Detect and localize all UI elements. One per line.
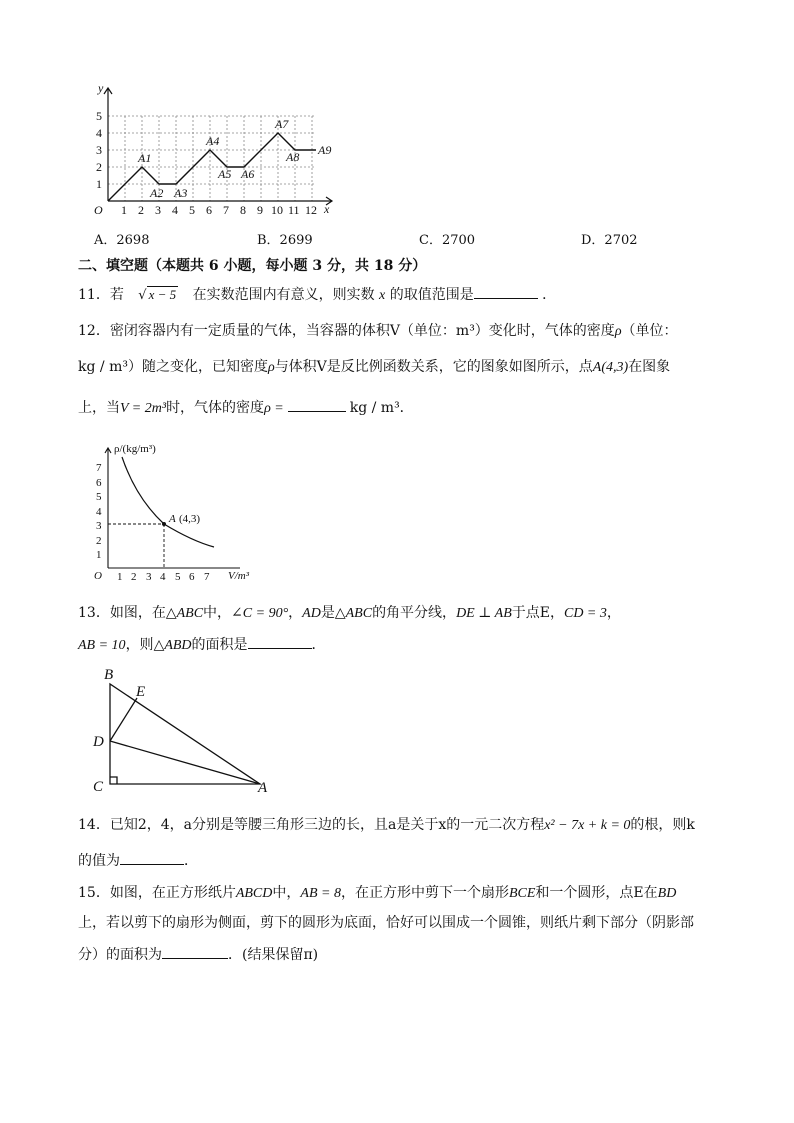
x-tick: 6 <box>189 571 195 583</box>
question-14-line-2: 的值为 ． <box>78 850 198 871</box>
x-tick: 1 <box>121 203 127 217</box>
option-d: D．2702 <box>581 233 638 248</box>
x-tick: 4 <box>172 203 178 217</box>
question-12-line-3: 上，当V = 2m³时，气体的密度ρ = kg / m³． <box>78 397 414 419</box>
point-label: A6 <box>241 167 255 181</box>
point-label: A8 <box>286 150 300 164</box>
y-tick: 3 <box>96 520 102 532</box>
answer-blank[interactable] <box>162 944 228 959</box>
vertex-label: C <box>93 779 104 795</box>
y-tick: 2 <box>96 535 102 547</box>
path-graph-figure <box>88 80 348 220</box>
point-label: A <box>169 513 176 525</box>
triangle-figure <box>90 664 280 799</box>
x-tick: 4 <box>160 571 166 583</box>
option-c: C．2700 <box>419 233 476 248</box>
answer-blank[interactable] <box>248 634 312 649</box>
point-label: A7 <box>275 117 289 131</box>
question-15-line-2: 上，若以剪下的扇形为侧面，剪下的圆形为底面，恰好可以围成一个圆锥，则纸片剩下部分（阴影部 <box>78 915 694 931</box>
point-label: A9 <box>318 143 332 157</box>
x-tick: 11 <box>288 203 300 217</box>
y-tick: 2 <box>96 160 102 174</box>
y-tick: 5 <box>96 109 102 123</box>
answer-blank[interactable] <box>120 850 184 865</box>
inverse-curve <box>122 457 214 547</box>
x-tick: 2 <box>138 203 144 217</box>
x-axis-label: V/m³ <box>228 570 250 582</box>
q11-radical: √ x − 5 <box>138 287 177 303</box>
x-tick: 12 <box>305 203 317 217</box>
x-tick: 5 <box>189 203 195 217</box>
x-tick: 8 <box>240 203 246 217</box>
y-tick: 1 <box>96 549 102 561</box>
option-a: A．2698 <box>94 233 150 248</box>
point-coordinate: (4,3) <box>179 513 201 525</box>
y-axis-label: y <box>98 81 104 95</box>
y-tick: 1 <box>96 177 102 191</box>
question-11: 11．若 √ x − 5 在实数范围内有意义，则实数 x 的取值范围是 ． <box>78 284 556 306</box>
question-15-line-3: 分）的面积为 ．(结果保留π) <box>78 944 318 965</box>
vertex-label: A <box>258 780 268 796</box>
x-tick: 3 <box>155 203 161 217</box>
x-tick: 1 <box>117 571 123 583</box>
x-tick: 3 <box>146 571 152 583</box>
question-12-line-1: 12．密闭容器内有一定质量的气体，当容器的体积V（单位：m³）变化时，气体的密度ρ（单位： <box>78 323 678 339</box>
y-tick: 6 <box>96 477 102 489</box>
vertex-label: D <box>93 734 104 750</box>
answer-blank[interactable] <box>288 397 346 412</box>
x-tick: 7 <box>223 203 229 217</box>
x-tick: 5 <box>175 571 181 583</box>
question-12-line-2: kg / m³）随之变化，已知密度ρ与体积V是反比例函数关系，它的图象如图所示，点A(4,3)在图象 <box>78 359 671 375</box>
y-tick: 4 <box>96 506 102 518</box>
q11-number: 11．若 <box>78 287 124 303</box>
x-tick: 2 <box>131 571 137 583</box>
y-tick: 3 <box>96 143 102 157</box>
point-label: A4 <box>206 134 220 148</box>
vertex-label: E <box>136 684 146 700</box>
y-axis-label: ρ/(kg/m³) <box>114 443 156 455</box>
point-label: A1 <box>138 151 152 165</box>
y-tick: 5 <box>96 491 102 503</box>
option-b: B．2699 <box>257 233 313 248</box>
point-a <box>162 522 166 526</box>
x-tick: 6 <box>206 203 212 217</box>
y-tick: 4 <box>96 126 102 140</box>
x-axis-label: x <box>324 202 330 216</box>
question-15-line-1: 15．如图，在正方形纸片ABCD中，AB = 8，在正方形中剪下一个扇形BCE和一个圆形，点E在BD <box>78 885 677 901</box>
x-tick: 10 <box>271 203 283 217</box>
density-graph-figure <box>88 440 268 585</box>
question-14-line-1: 14．已知2，4，a分别是等腰三角形三边的长，且a是关于x的一元二次方程x² − 7x + k = 0的根，则k <box>78 817 695 833</box>
x-tick: 9 <box>257 203 263 217</box>
answer-blank[interactable] <box>474 284 538 299</box>
x-tick: 7 <box>204 571 210 583</box>
y-tick: 7 <box>96 462 102 474</box>
section-heading: 二、填空题（本题共 6 小题，每小题 3 分，共 18 分） <box>78 258 427 274</box>
origin-label: O <box>94 203 103 217</box>
question-13-line-2: AB = 10，则△ABD的面积是 ． <box>78 634 326 656</box>
point-label: A5 <box>218 167 232 181</box>
origin-label: O <box>94 570 102 582</box>
vertex-label: B <box>104 667 114 683</box>
point-label: A3 <box>174 186 188 200</box>
point-label: A2 <box>150 186 164 200</box>
question-13-line-1: 13．如图，在△ABC中，∠C = 90°，AD是△ABC的角平分线，DE ⊥ AB于点E，CD = 3， <box>78 605 621 621</box>
